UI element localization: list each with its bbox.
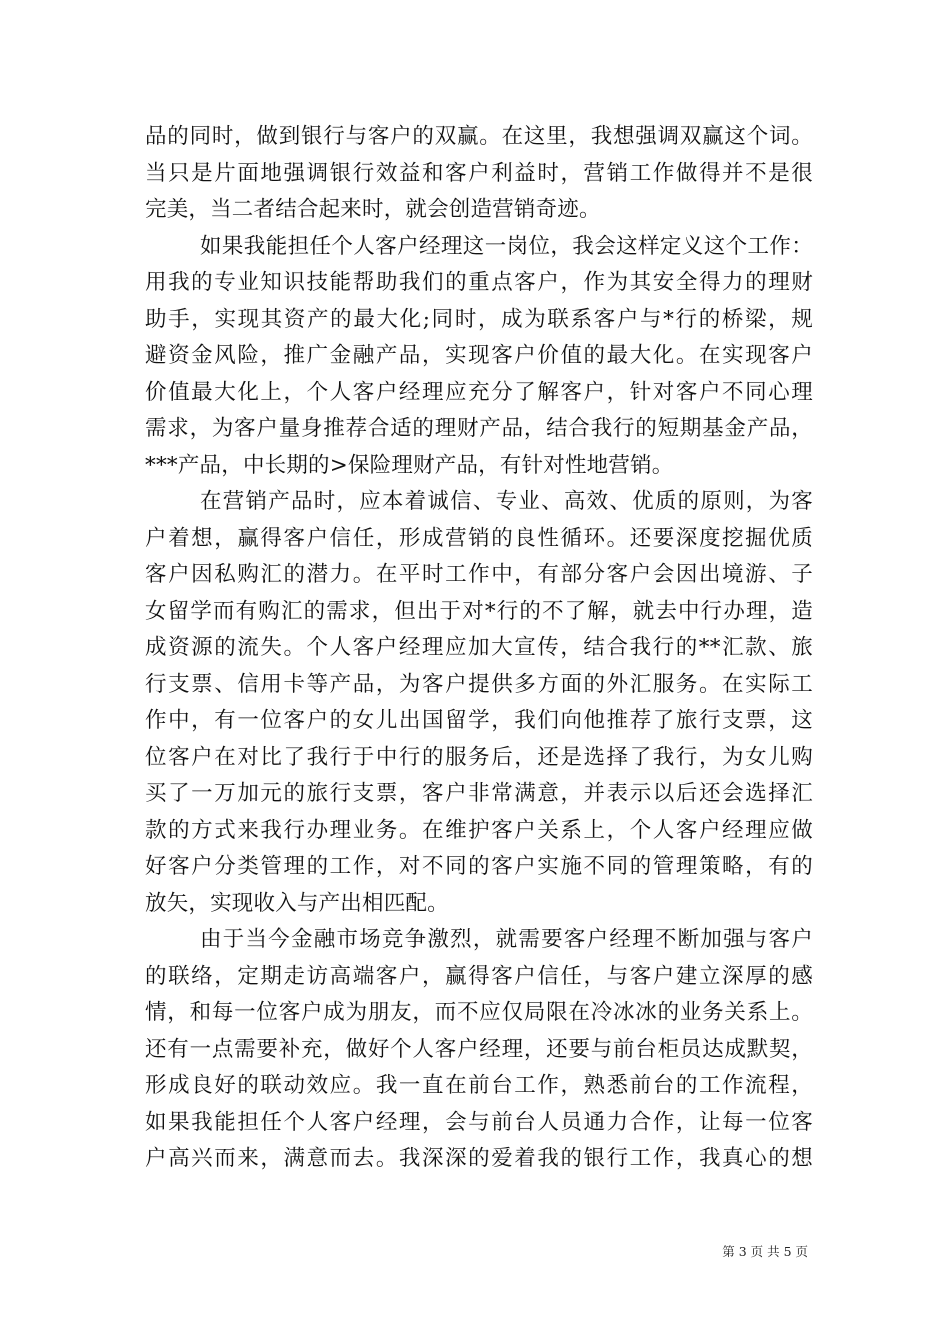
text-line: 还有一点需要补充，做好个人客户经理，还要与前台柜员达成默契，: [145, 1036, 813, 1062]
text-line: 位客户在对比了我行于中行的服务后，还是选择了我行，为女儿购: [145, 744, 813, 770]
text-line: ***产品，中长期的>保险理财产品，有针对性地营销。: [145, 452, 674, 478]
text-line: 户高兴而来，满意而去。我深深的爱着我的银行工作，我真心的想: [145, 1146, 813, 1171]
text-line: 价值最大化上，个人客户经理应充分了解客户，针对客户不同心理: [145, 379, 813, 405]
text-line: 如果我能担任个人客户经理，会与前台人员通力合作，让每一位客: [145, 1109, 813, 1135]
text-line: 女留学而有购汇的需求，但出于对*行的不了解，就去中行办理，造: [145, 598, 813, 624]
text-line: 完美，当二者结合起来时，就会创造营销奇迹。: [145, 197, 601, 222]
text-line: 成资源的流失。个人客户经理应加大宣传，结合我行的**汇款、旅: [145, 635, 813, 660]
text-line: 在营销产品时，应本着诚信、专业、高效、优质的原则，为客: [200, 489, 813, 514]
text-line: 情，和每一位客户成为朋友，而不应仅局限在冷冰冰的业务关系上。: [145, 1000, 813, 1025]
text-line: 行支票、信用卡等产品，为客户提供多方面的外汇服务。在实际工: [145, 671, 813, 697]
text-line: 用我的专业知识技能帮助我们的重点客户，作为其安全得力的理财: [145, 270, 813, 295]
text-line: 需求，为客户量身推荐合适的理财产品，结合我行的短期基金产品，: [145, 416, 813, 441]
text-line: 由于当今金融市场竞争激烈，就需要客户经理不断加强与客户: [200, 927, 813, 952]
text-line: 作中，有一位客户的女儿出国留学，我们向他推荐了旅行支票，这: [145, 708, 813, 733]
text-line: 户着想，赢得客户信任，形成营销的良性循环。还要深度挖掘优质: [145, 525, 813, 551]
text-line: 客户因私购汇的潜力。在平时工作中，有部分客户会因出境游、子: [145, 562, 813, 587]
text-line: 款的方式来我行办理业务。在维护客户关系上，个人客户经理应做: [145, 817, 813, 843]
text-line: 品的同时，做到银行与客户的双赢。在这里，我想强调双赢这个词。: [145, 124, 813, 149]
text-line: 助手，实现其资产的最大化;同时，成为联系客户与*行的桥梁，规: [145, 306, 813, 332]
text-line: 避资金风险，推广金融产品，实现客户价值的最大化。在实现客户: [145, 343, 813, 368]
text-line: 买了一万加元的旅行支票，客户非常满意，并表示以后还会选择汇: [145, 781, 813, 806]
document-body: [145, 119, 813, 1178]
text-line: 放矢，实现收入与产出相匹配。: [145, 890, 449, 916]
text-line: 的联络，定期走访高端客户，赢得客户信任，与客户建立深厚的感: [145, 963, 813, 989]
text-line: 当只是片面地强调银行效益和客户利益时，营销工作做得并不是很: [145, 160, 813, 186]
page-number: 第 3 页 共 5 页: [722, 1244, 808, 1259]
text-line: 好客户分类管理的工作，对不同的客户实施不同的管理策略，有的: [145, 854, 813, 879]
text-line: 形成良好的联动效应。我一直在前台工作，熟悉前台的工作流程，: [145, 1073, 813, 1098]
text-line: 如果我能担任个人客户经理这一岗位，我会这样定义这个工作：: [200, 233, 813, 259]
